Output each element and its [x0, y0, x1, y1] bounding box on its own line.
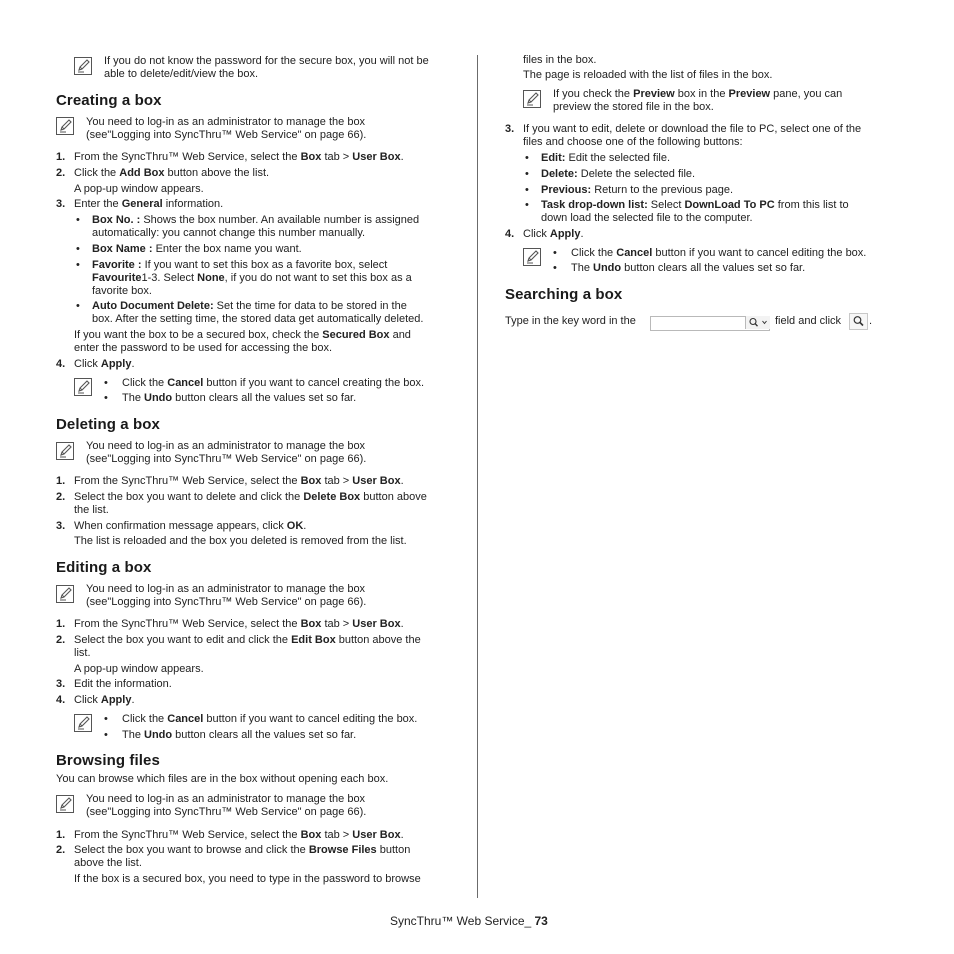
step-subtext: If you want the box to be a secured box, check the Secured Box and — [74, 329, 411, 341]
step-text: When confirmation message appears, click OK. — [74, 520, 307, 532]
bullet-text: Auto Document Delete: Set the time for data to be stored in the — [92, 300, 407, 312]
note-text: You need to log-in as an administrator to manage the box — [86, 793, 366, 805]
step-text: Enter the General information. — [74, 198, 224, 210]
step-number: 4. — [56, 358, 66, 370]
step-number: 2. — [56, 167, 66, 179]
note-text: If you do not know the password for the secure box, you will not be — [104, 55, 429, 67]
step-number: 3. — [56, 678, 66, 690]
bullet-text: down load the selected file to the computer. — [541, 212, 753, 224]
bullet-text: Previous: Return to the previous page. — [541, 184, 734, 196]
bullet-text: Delete: Delete the selected file. — [541, 168, 696, 180]
bullet: • — [104, 392, 108, 404]
page-number: 73 — [534, 914, 548, 928]
step-text: Click Apply. — [74, 694, 135, 706]
step-number: 2. — [56, 844, 66, 856]
step-subtext: A pop-up window appears. — [74, 183, 204, 195]
note-icon — [523, 248, 541, 266]
bullet: • — [525, 184, 529, 196]
bullet: • — [104, 729, 108, 741]
search-go-button-image — [849, 313, 868, 330]
step-text: files and choose one of the following buttons: — [523, 136, 743, 148]
step-text: If you want to edit, delete or download the file to PC, select one of the — [523, 123, 862, 135]
bullet-text: Box Name : Enter the box name you want. — [92, 243, 302, 255]
note-icon — [56, 795, 74, 813]
section-heading-browsing: Browsing files — [56, 752, 160, 769]
step-subtext: files in the box. — [523, 54, 597, 66]
note-text: If you check the Preview box in the Preview pane, you can — [553, 88, 843, 100]
note-text: (see"Logging into SyncThru™ Web Service" on page 66). — [86, 453, 367, 465]
step-number: 1. — [56, 829, 66, 841]
note-text: The Undo button clears all the values set so far. — [122, 392, 357, 404]
step-number: 2. — [56, 634, 66, 646]
note-icon — [56, 442, 74, 460]
step-number: 3. — [56, 198, 66, 210]
note-text: Click the Cancel button if you want to cancel editing the box. — [122, 713, 418, 725]
step-text: Click Apply. — [74, 358, 135, 370]
step-text: From the SyncThru™ Web Service, select the Box tab > User Box. — [74, 475, 404, 487]
note-text: Click the Cancel button if you want to cancel creating the box. — [122, 377, 425, 389]
step-subtext: A pop-up window appears. — [74, 663, 204, 675]
search-instruction: field and click — [775, 315, 842, 327]
note-text: You need to log-in as an administrator to manage the box — [86, 440, 366, 452]
note-icon — [56, 585, 74, 603]
bullet-text: Favorite : If you want to set this box as a favorite box, select — [92, 259, 388, 271]
step-text: Click Apply. — [523, 228, 584, 240]
section-heading-searching: Searching a box — [505, 286, 623, 303]
page-footer — [390, 915, 548, 928]
bullet: • — [76, 243, 80, 255]
bullet: • — [553, 262, 557, 274]
note-text: The Undo button clears all the values set so far. — [571, 262, 806, 274]
bullet: • — [76, 214, 80, 226]
bullet: • — [104, 377, 108, 389]
note-text: preview the stored file in the box. — [553, 101, 714, 113]
step-number: 1. — [56, 151, 66, 163]
note-text: (see"Logging into SyncThru™ Web Service" on page 66). — [86, 806, 367, 818]
bullet-text: box. After the setting time, the stored data get automatically deleted. — [92, 313, 424, 325]
footer-label: SyncThru™ Web Service_ — [390, 914, 535, 928]
step-text: From the SyncThru™ Web Service, select the Box tab > User Box. — [74, 151, 404, 163]
bullet: • — [553, 247, 557, 259]
step-text: Select the box you want to delete and click the Delete Box button above — [74, 491, 427, 503]
note-text: You need to log-in as an administrator to manage the box — [86, 116, 366, 128]
search-instruction: Type in the key word in the — [505, 315, 636, 327]
step-number: 4. — [56, 694, 66, 706]
note-text: able to delete/edit/view the box. — [104, 68, 259, 80]
note-text: Click the Cancel button if you want to cancel editing the box. — [571, 247, 867, 259]
bullet: • — [104, 713, 108, 725]
step-text: From the SyncThru™ Web Service, select the Box tab > User Box. — [74, 829, 404, 841]
step-subtext: If the box is a secured box, you need to type in the password to browse — [74, 873, 421, 885]
step-subtext: The page is reloaded with the list of files in the box. — [523, 69, 773, 81]
step-number: 4. — [505, 228, 515, 240]
note-icon — [74, 714, 92, 732]
section-heading-editing: Editing a box — [56, 559, 152, 576]
section-heading-deleting: Deleting a box — [56, 416, 160, 433]
bullet-text: Task drop-down list: Select DownLoad To PC from this list to — [541, 199, 849, 211]
note-text: (see"Logging into SyncThru™ Web Service" on page 66). — [86, 129, 367, 141]
step-text: Select the box you want to browse and click the Browse Files button — [74, 844, 411, 856]
note-icon — [56, 117, 74, 135]
search-icon — [746, 316, 770, 329]
bullet: • — [525, 152, 529, 164]
bullet-text: Box No. : Shows the box number. An available number is assigned — [92, 214, 420, 226]
search-instruction: . — [869, 315, 873, 327]
step-text: Click the Add Box button above the list. — [74, 167, 270, 179]
step-number: 3. — [505, 123, 515, 135]
step-number: 2. — [56, 491, 66, 503]
note-icon — [74, 57, 92, 75]
section-intro: You can browse which files are in the box without opening each box. — [56, 773, 389, 785]
step-subtext: The list is reloaded and the box you deleted is removed from the list. — [74, 535, 407, 547]
note-icon — [523, 90, 541, 108]
step-subtext: enter the password to be used for accessing the box. — [74, 342, 333, 354]
step-text: Edit the information. — [74, 678, 172, 690]
bullet-text: favorite box. — [92, 285, 152, 297]
note-text: You need to log-in as an administrator to manage the box — [86, 583, 366, 595]
note-icon — [74, 378, 92, 396]
bullet-text: automatically: you cannot change this number manually. — [92, 227, 366, 239]
search-icon — [850, 314, 867, 329]
section-heading-creating: Creating a box — [56, 92, 162, 109]
step-text: Select the box you want to edit and click the Edit Box button above the — [74, 634, 421, 646]
bullet: • — [525, 168, 529, 180]
step-number: 1. — [56, 618, 66, 630]
bullet: • — [525, 199, 529, 211]
bullet-text: Favourite1-3. Select None, if you do not want to set this box as a — [92, 272, 412, 284]
step-text: the list. — [74, 504, 109, 516]
bullet-text: Edit: Edit the selected file. — [541, 152, 671, 164]
note-text: The Undo button clears all the values set so far. — [122, 729, 357, 741]
step-text: list. — [74, 647, 91, 659]
step-number: 1. — [56, 475, 66, 487]
note-text: (see"Logging into SyncThru™ Web Service" on page 66). — [86, 596, 367, 608]
step-number: 3. — [56, 520, 66, 532]
search-dropdown-image — [745, 316, 770, 329]
bullet: • — [76, 300, 80, 312]
step-text: From the SyncThru™ Web Service, select the Box tab > User Box. — [74, 618, 404, 630]
bullet: • — [76, 259, 80, 271]
step-text: above the list. — [74, 857, 142, 869]
column-divider — [477, 55, 478, 898]
